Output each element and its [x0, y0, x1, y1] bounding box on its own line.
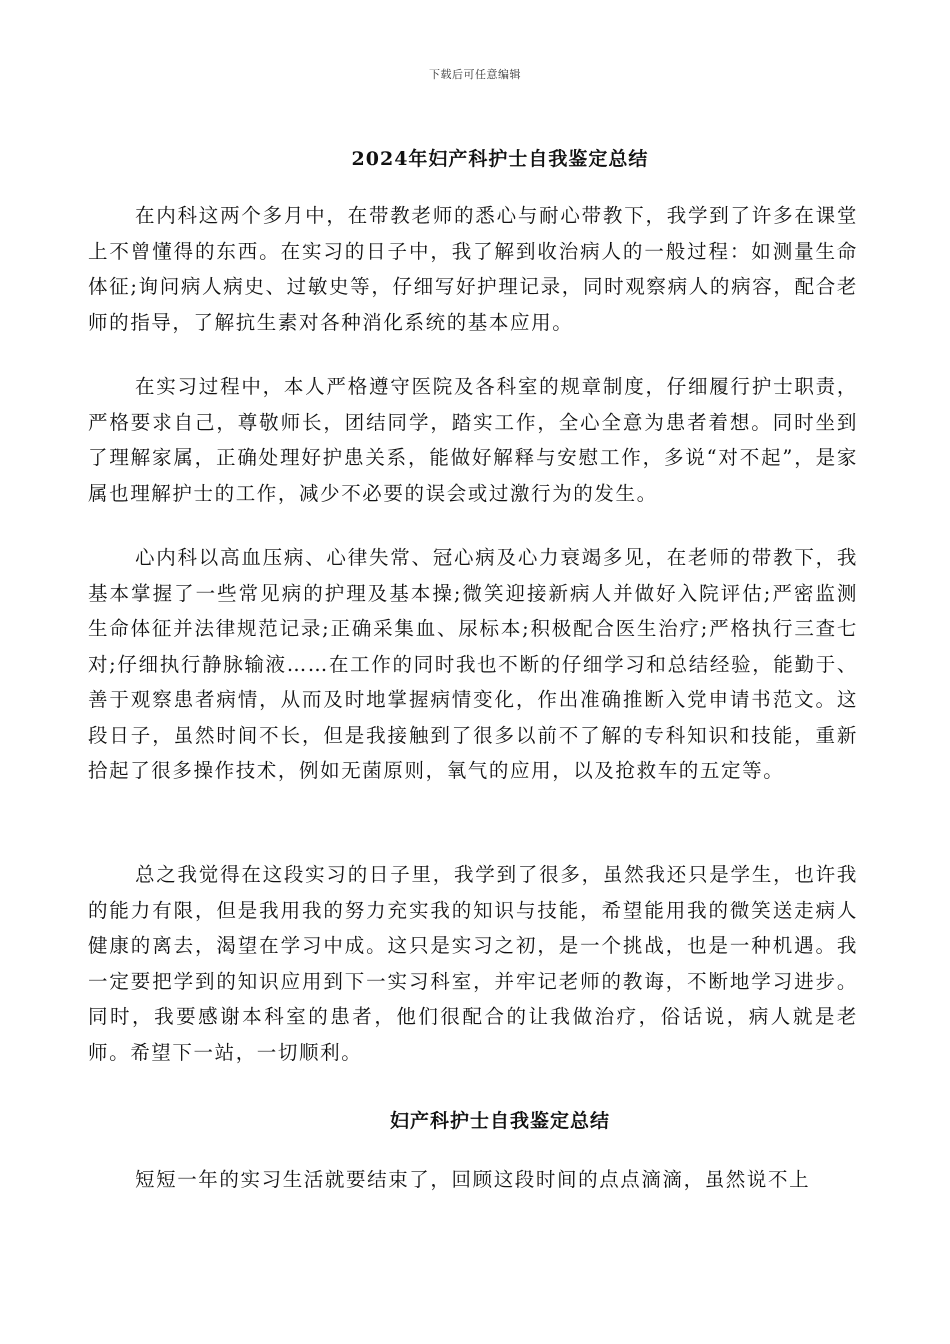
- header-note: 下载后可任意编辑: [429, 68, 521, 81]
- section-2-paragraph: 短短一年的实习生活就要结束了，回顾这段时间的点点滴滴，虽然说不上: [135, 1168, 811, 1191]
- paragraph-2: 在实习过程中，本人严格遵守医院及各科室的规章制度，仔细履行护士职责，严格要求自己，尊敬师长，团结同学，踏实工作，全心全意为患者着想。同时坐到了理解家属，正确处理好护患关系，能做好解释与安慰工作，多说“对不起”，是家属也理解护士的工作，减少不必要的误会或过激行为的发生。: [88, 375, 858, 505]
- paragraph-3: 心内科以高血压病、心律失常、冠心病及心力衰竭多见，在老师的带教下，我基本掌握了一些常见病的护理及基本操;微笑迎接新病人并做好入院评估;严密监测生命体征并法律规范记录;正确采集血、尿标本;积极配合医生治疗;严格执行三查七对;仔细执行静脉输液……在工作的同时我也不断的仔细学习和总结经验，能勤于、善于观察患者病情，从而及时地掌握病情变化，作出准确推断入党申请书范文。这段日子，虽然时间不长，但是我接触到了很多以前不了解的专科知识和技能，重新拾起了很多操作技术，例如无菌原则，氧气的应用，以及抢救车的五定等。: [88, 546, 858, 782]
- document-title: 2024年妇产科护士自我鉴定总结: [351, 148, 649, 170]
- paragraph-1: 在内科这两个多月中，在带教老师的悉心与耐心带教下，我学到了许多在课堂上不曾懂得的东西。在实习的日子中，我了解到收治病人的一般过程：如测量生命体征;询问病人病史、过敏史等，仔细写好护理记录，同时观察病人的病容，配合老师的指导，了解抗生素对各种消化系统的基本应用。: [88, 204, 858, 334]
- paragraph-4: 总之我觉得在这段实习的日子里，我学到了很多，虽然我还只是学生，也许我的能力有限，但是我用我的努力充实我的知识与技能，希望能用我的微笑送走病人健康的离去，渴望在学习中成。这只是实习之初，是一个挑战，也是一种机遇。我一定要把学到的知识应用到下一实习科室，并牢记老师的教诲，不断地学习进步。同时，我要感谢本科室的患者，他们很配合的让我做治疗，俗话说，病人就是老师。希望下一站，一切顺利。: [88, 863, 858, 1064]
- section-2-title: 妇产科护士自我鉴定总结: [389, 1110, 610, 1132]
